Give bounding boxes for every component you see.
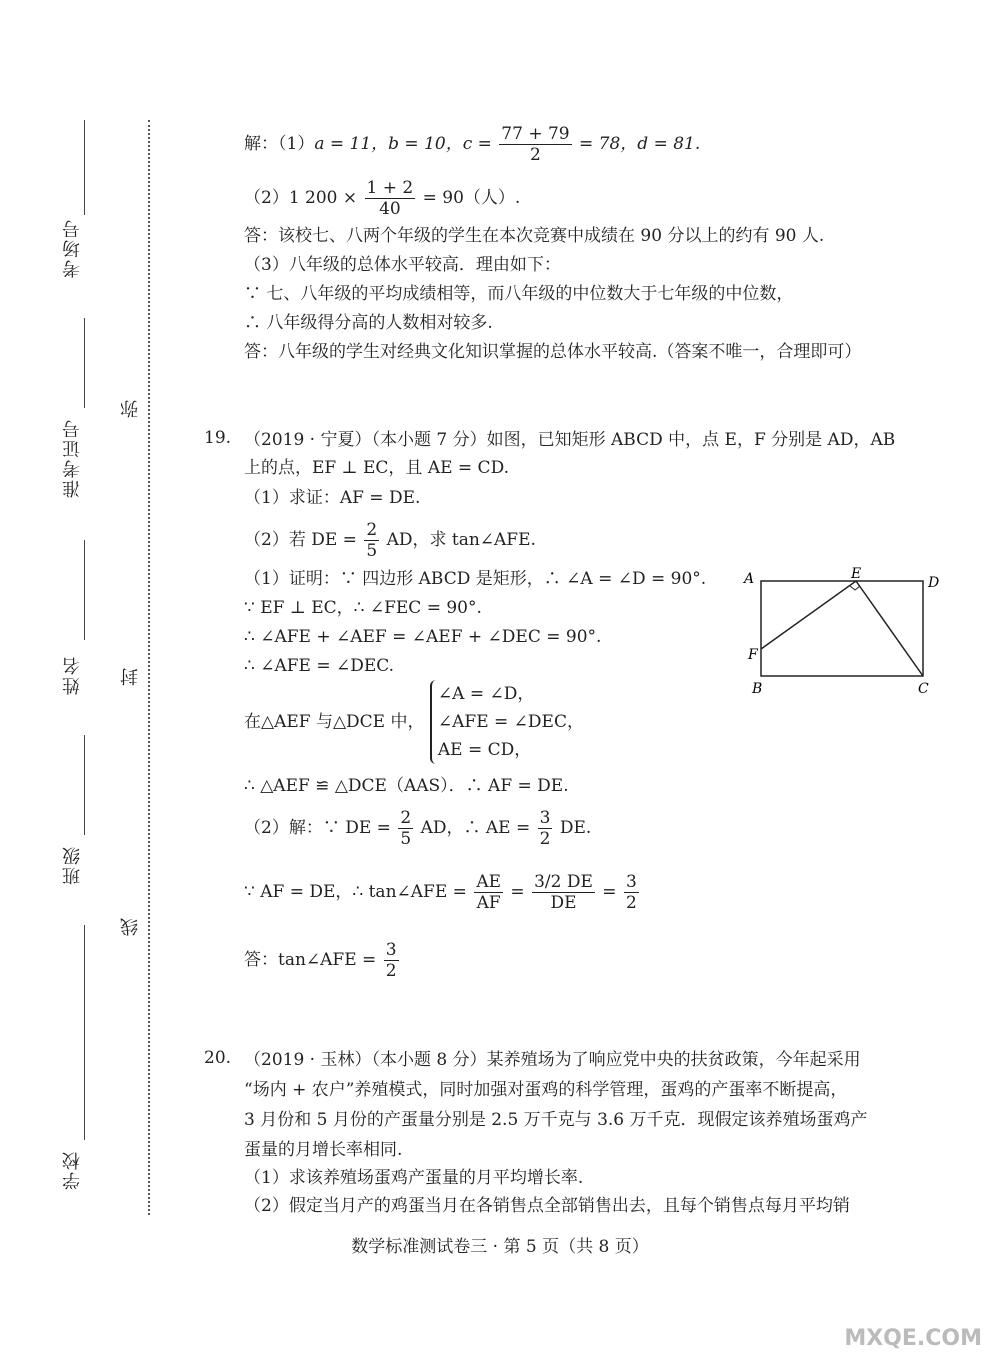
seal-char-2: 封 [120, 668, 141, 686]
label-E: E [851, 566, 862, 582]
q18-line-5: ∵ 七、八年级的平均成绩相等，而八年级的中位数大于七年级的中位数， [244, 284, 794, 304]
q19-proof-5: 在△AEF 与△DCE 中， ∠A = ∠D， ∠AFE = ∠DEC， AE = CD， [244, 680, 584, 764]
fraction: $\frac{2}{5}$ [400, 808, 412, 849]
q18-line-7: 答：八年级的学生对经典文化知识掌握的总体水平较高.（答案不唯一，合理即可） [244, 342, 862, 362]
q18-line-3: 答：该校七、八两个年级的学生在本次竞赛中成绩在 90 分以上的约有 90 人. [244, 226, 825, 246]
fraction: $\frac{AE}{AF}$ [476, 872, 501, 913]
margin-line-5 [84, 925, 85, 1140]
q18-line-6: ∴ 八年级得分高的人数相对较多. [244, 313, 493, 333]
fraction: $\frac{2}{5}$ [366, 520, 378, 561]
q20-line-1: （2019 · 玉林）（本小题 8 分）某养殖场为了响应党中央的扶贫政策，今年起采用 [244, 1050, 861, 1070]
margin-line-1 [84, 120, 85, 215]
q19-answer: 答：tan∠AFE = $\frac{3}{2}$ [244, 940, 397, 981]
fraction: $\frac{77 + 79}{2}$ [501, 124, 570, 165]
q18-line-4: （3）八年级的总体水平较高．理由如下： [244, 255, 561, 275]
page-footer: 数学标准测试卷三 · 第 5 页（共 8 页） [351, 1237, 649, 1257]
q19-proof-6: ∴ △AEF ≌ △DCE（AAS）．∴ AF = DE. [244, 776, 569, 796]
fraction: $\frac{3}{2}$ [539, 808, 551, 849]
q20-line-5: （1）求该养殖场蛋鸡产蛋量的月平均增长率. [244, 1168, 584, 1188]
q20-number: 20. [204, 1048, 232, 1068]
q19-line-2: 上的点，EF ⊥ EC，且 AE = CD. [244, 458, 509, 478]
label-B: B [752, 681, 763, 697]
q20-line-3: 3 月份和 5 月份的产蛋量分别是 2.5 万千克与 3.6 万千克．现假定该养殖场蛋鸡产 [244, 1110, 868, 1130]
seal-char-3: 线 [120, 918, 141, 936]
seal-dotted-line [148, 120, 150, 1215]
q19-proof-1: （1）证明：∵ 四边形 ABCD 是矩形，∴ ∠A = ∠D = 90°. [244, 569, 707, 589]
q19-proof-7: （2）解：∵ DE = $\frac{2}{5}$ AD，∴ AE = $\frac{3}{2}$ DE. [244, 808, 592, 849]
rect-abcd [761, 581, 923, 676]
q19-proof-2: ∵ EF ⊥ EC，∴ ∠FEC = 90°. [244, 598, 482, 618]
q20-line-2: “场内 + 农户”养殖模式，同时加强对蛋鸡的科学管理，蛋鸡的产蛋率不断提高， [244, 1080, 848, 1100]
seal-char-1: 弥 [120, 400, 141, 418]
segment-f-e-c [761, 581, 923, 676]
q20-line-6: （2）假定当月产的鸡蛋当月在各销售点全部销售出去，且每个销售点每月平均销 [244, 1196, 850, 1216]
q18-line-2: （2）1 200 × $\frac{1 + 2}{40}$ = 90（人）. [244, 178, 521, 219]
label-exam-room: 考场号 [62, 218, 83, 278]
fraction: $\frac{3}{2}$ [385, 940, 397, 981]
watermark: MXQE.COM [844, 1326, 982, 1351]
rectangle-figure [738, 565, 948, 700]
fraction: $\frac{1 + 2}{40}$ [366, 178, 414, 219]
margin-line-4 [84, 735, 85, 835]
label-F: F [748, 647, 758, 663]
fraction: $\frac{3/2 DE}{DE}$ [534, 872, 593, 913]
q18-line-1: 解：（1）a = 11，b = 10，c = $\frac{77 + 79}{2}$ = 78，d = 81. [244, 124, 701, 165]
margin-line-2 [84, 318, 85, 408]
label-D: D [928, 575, 940, 591]
q19-line-1: （2019 · 宁夏）（本小题 7 分）如图，已知矩形 ABCD 中，点 E，F 分别是 AD，AB [244, 430, 896, 450]
label-school: 学校 [62, 1150, 83, 1190]
right-angle-mark [850, 586, 860, 590]
margin-line-3 [84, 540, 85, 640]
label-class: 班级 [62, 845, 83, 885]
brace-conditions: ∠A = ∠D， ∠AFE = ∠DEC， AE = CD， [430, 680, 584, 764]
label-name: 姓名 [62, 655, 83, 695]
label-ticket-number: 准考证号 [62, 418, 83, 498]
label-C: C [918, 681, 929, 697]
q19-proof-3: ∴ ∠AFE + ∠AEF = ∠AEF + ∠DEC = 90°. [244, 627, 602, 647]
q19-line-3: （1）求证：AF = DE. [244, 488, 421, 508]
q19-proof-8: ∵ AF = DE，∴ tan∠AFE = $\frac{AE}{AF}$ = $\frac{3/2 DE}{DE}$ = $\frac{3}{2}$ [244, 872, 637, 913]
q20-line-4: 蛋量的月增长率相同. [244, 1140, 403, 1160]
label-A: A [744, 571, 755, 587]
q19-proof-4: ∴ ∠AFE = ∠DEC. [244, 656, 395, 676]
q19-line-4: （2）若 DE = $\frac{2}{5}$ AD，求 tan∠AFE. [244, 520, 536, 561]
q19-number: 19. [204, 428, 232, 448]
fraction: $\frac{3}{2}$ [625, 872, 637, 913]
